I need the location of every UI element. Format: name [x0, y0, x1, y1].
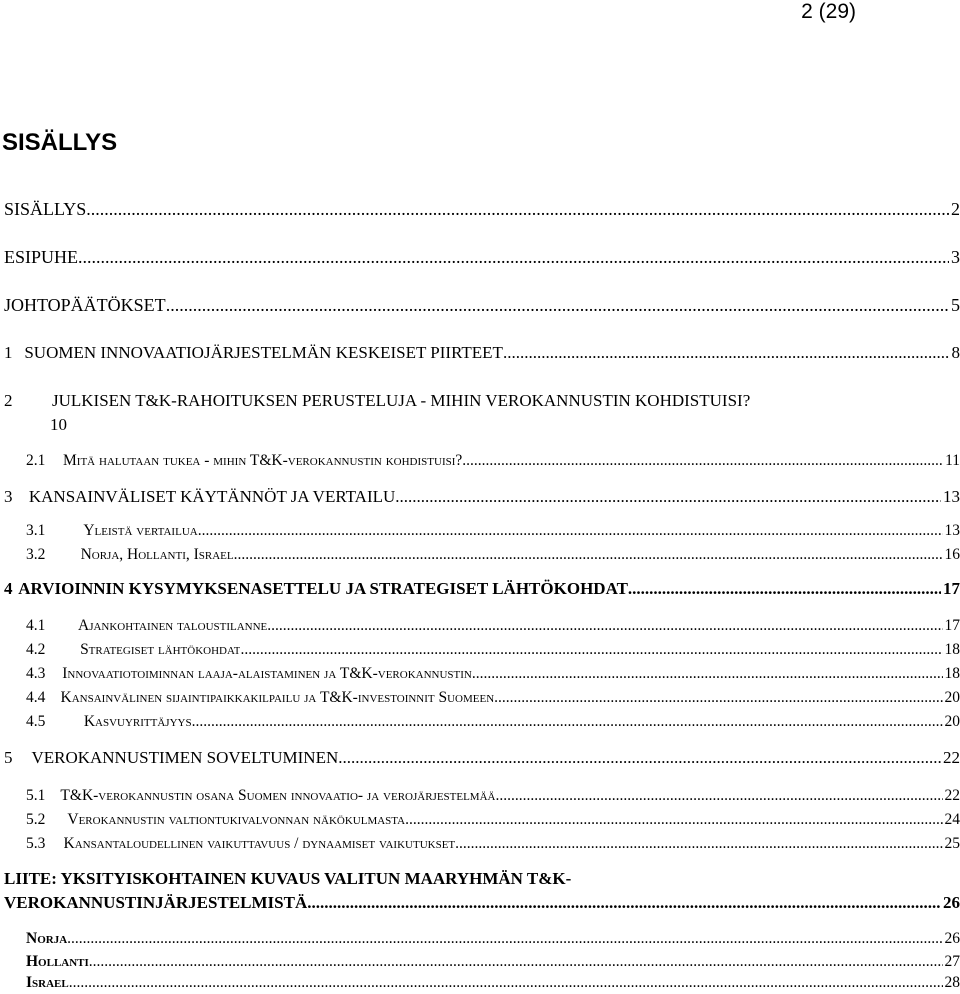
toc-label: Norja	[26, 930, 68, 947]
toc-entry-section-4-3[interactable]	[26, 663, 960, 685]
toc-label: Israel	[26, 974, 69, 991]
leader-dots	[240, 639, 942, 661]
toc-number: 3	[4, 487, 13, 506]
toc-entry-norja[interactable]	[26, 928, 960, 950]
toc-label: Mitä halutaan tukea - mihin T&K-verokannustin kohdistuisi?	[63, 452, 463, 469]
toc-number: 2	[4, 391, 13, 410]
toc-label: KANSAINVÄLISET KÄYTÄNNÖT JA VERTAILU	[28, 487, 396, 506]
toc-label: VEROKANNUSTIMEN SOVELTUMINEN	[31, 748, 339, 767]
toc-page: 25	[944, 835, 960, 852]
toc-page: 13	[943, 487, 960, 506]
toc-number: 4	[4, 579, 13, 598]
toc-entry-liite[interactable]	[4, 892, 960, 914]
toc-label: Kasvuyrittäjyys	[83, 713, 192, 730]
toc-entry-chapter-5[interactable]	[4, 747, 960, 769]
toc-entry-sisallys[interactable]	[4, 198, 960, 220]
toc-label: Ajankohtainen taloustilanne	[78, 617, 268, 634]
leader-dots	[198, 520, 943, 542]
toc-page: 5	[951, 295, 960, 315]
toc-entry-section-3-1[interactable]	[26, 520, 960, 542]
leader-dots	[86, 198, 949, 220]
toc-number: 5	[4, 748, 13, 767]
toc-page: 18	[944, 665, 960, 682]
leader-dots	[307, 892, 941, 914]
toc-number: 4.2	[26, 641, 46, 658]
toc-entry-section-4-4[interactable]	[26, 687, 960, 709]
toc-page: 8	[951, 343, 960, 362]
toc-entry-esipuhe[interactable]	[4, 246, 960, 268]
toc-label: JOHTOPÄÄTÖKSET	[4, 295, 166, 315]
toc-label: Norja, Hollanti, Israel	[80, 546, 234, 563]
toc-number: 3.1	[26, 522, 46, 539]
leader-dots	[78, 246, 949, 268]
toc-entry-section-2-1[interactable]	[26, 450, 960, 472]
toc-entry-section-3-2[interactable]	[26, 544, 960, 566]
leader-dots	[462, 450, 943, 472]
leader-dots	[494, 687, 942, 709]
toc-label: ESIPUHE	[4, 247, 79, 267]
toc-label: Kansantaloudellinen vaikuttavuus / dynaamiset vaikutukset	[63, 835, 456, 852]
toc-entry-chapter-2-page: 10	[50, 415, 67, 434]
toc-number: 5.2	[26, 811, 46, 828]
leader-dots	[234, 544, 943, 566]
toc-label: SISÄLLYS	[4, 199, 87, 219]
toc-entry-chapter-2[interactable]	[4, 390, 936, 412]
toc-number: 5.3	[26, 835, 46, 852]
toc-number: 4.1	[26, 617, 46, 634]
toc-page: 13	[944, 522, 960, 539]
toc-page: 22	[944, 787, 960, 804]
toc-page: 18	[944, 641, 960, 658]
leader-dots	[338, 747, 941, 769]
toc-page: 17	[944, 617, 960, 634]
leader-dots	[455, 833, 942, 855]
leader-dots	[503, 342, 950, 364]
toc-page: 24	[944, 811, 960, 828]
toc-entry-chapter-3[interactable]	[4, 486, 960, 508]
leader-dots	[89, 951, 943, 973]
toc-page: 20	[944, 713, 960, 730]
toc-page: 26	[943, 893, 960, 912]
leader-dots	[395, 486, 941, 508]
page-number: 2 (29)	[801, 0, 856, 23]
toc-label: ARVIOINNIN KYSYMYKSENASETTELU JA STRATEGISET LÄHTÖKOHDAT	[18, 579, 628, 598]
leader-dots	[495, 785, 942, 807]
toc-entry-hollanti[interactable]	[26, 951, 960, 973]
toc-page: 16	[944, 546, 960, 563]
toc-page: 3	[951, 247, 960, 267]
toc-entry-chapter-1[interactable]	[4, 342, 960, 364]
toc-label: Verokannustin valtiontukivalvonnan näkökulmasta	[67, 811, 406, 828]
toc-page: 27	[944, 953, 960, 970]
toc-entry-section-4-2[interactable]	[26, 639, 960, 661]
toc-page: 26	[944, 930, 960, 947]
toc-label: Strategiset lähtökohdat	[80, 641, 241, 658]
toc-entry-israel[interactable]	[26, 972, 960, 994]
toc-number: 3.2	[26, 546, 46, 563]
leader-dots	[267, 615, 942, 637]
toc-label: Yleistä vertailua	[83, 522, 198, 539]
toc-label: JULKISEN T&K-RAHOITUKSEN PERUSTELUJA - MIHIN VEROKANNUSTIN KOHDISTUISI?	[52, 391, 751, 410]
toc-page: 17	[943, 579, 960, 598]
toc-label: Innovaatiotoiminnan laaja-alaistaminen ja T&K-verokannustin	[62, 665, 472, 682]
page-title: SISÄLLYS	[2, 129, 118, 156]
leader-dots	[472, 663, 943, 685]
toc-label: Kansainvälinen sijaintipaikkakilpailu ja T&K-investoinnit Suomeen	[60, 689, 495, 706]
toc-number: 1	[4, 343, 13, 362]
toc-page: 22	[943, 748, 960, 767]
toc-page: 11	[945, 452, 960, 469]
leader-dots	[67, 928, 942, 950]
leader-dots	[192, 711, 943, 733]
leader-dots	[405, 809, 942, 831]
toc-label: Hollanti	[26, 953, 89, 970]
toc-entry-chapter-4[interactable]	[4, 578, 960, 600]
leader-dots	[628, 578, 941, 600]
toc-entry-section-5-2[interactable]	[26, 809, 960, 831]
toc-label: VEROKANNUSTINJÄRJESTELMISTÄ	[4, 893, 308, 912]
toc-number: 4.4	[26, 689, 46, 706]
toc-number: 5.1	[26, 787, 46, 804]
toc-page: 2	[951, 199, 960, 219]
toc-label: SUOMEN INNOVAATIOJÄRJESTELMÄN KESKEISET PIIRTEET	[24, 343, 503, 362]
toc-entry-section-4-1[interactable]	[26, 615, 960, 637]
leader-dots	[69, 972, 943, 994]
toc-number: 4.3	[26, 665, 46, 682]
toc-number: 4.5	[26, 713, 46, 730]
toc-page: 20	[944, 689, 960, 706]
toc-label: T&K-verokannustin osana Suomen innovaatio- ja verojärjestelmää	[60, 787, 496, 804]
toc-entry-liite-line1[interactable]: LIITE: YKSITYISKOHTAINEN KUVAUS VALITUN MAARYHMÄN T&K-	[4, 869, 572, 888]
toc-entry-section-4-5[interactable]	[26, 711, 960, 733]
leader-dots	[166, 294, 949, 316]
toc-page: 28	[944, 974, 960, 991]
toc-number: 2.1	[26, 452, 46, 469]
toc-entry-section-5-3[interactable]	[26, 833, 960, 855]
toc-entry-section-5-1[interactable]	[26, 785, 960, 807]
toc-entry-johtopaatokset[interactable]	[4, 294, 960, 316]
